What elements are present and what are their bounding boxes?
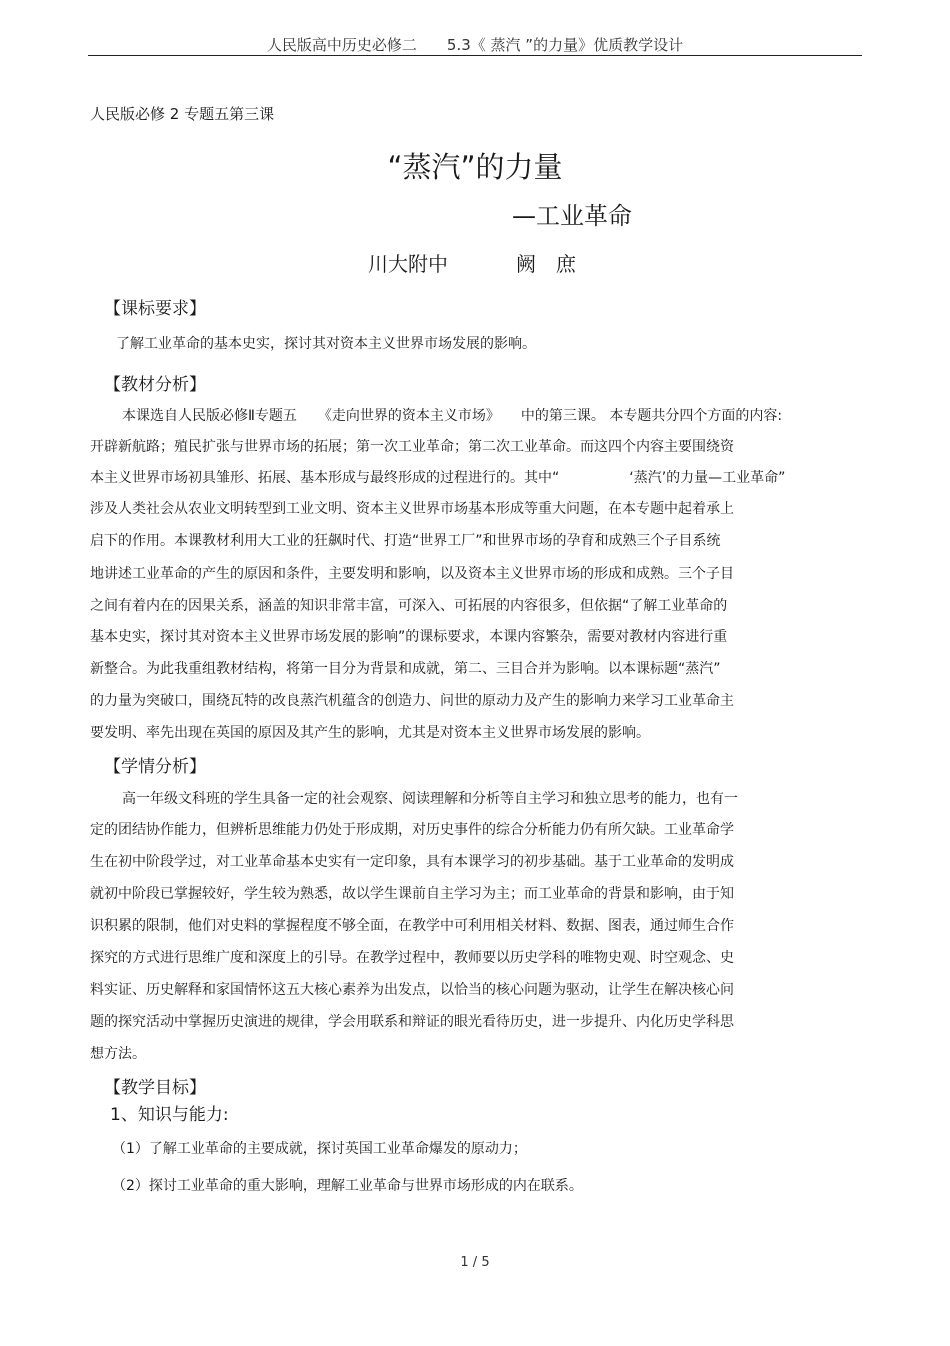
goal-item: （1）了解工业革命的主要成就，探讨英国工业革命爆发的原动力； bbox=[112, 1141, 527, 1157]
section-heading-textbook: 【教材分析】 bbox=[104, 375, 206, 395]
textbook-line: 启下的作用。本课教材利用大工业的狂飙时代、打造“世界工厂”和世界市场的孕育和成熟三个子目系统 bbox=[90, 533, 721, 549]
students-line: 探究的方式进行思维广度和深度上的引导。在教学过程中，教师要以历史学科的唯物史观、时空观念、史 bbox=[90, 950, 734, 966]
students-line: 生在初中阶段学过，对工业革命基本史实有一定印象，具有本课学习的初步基础。基于工业革命的发明成 bbox=[90, 854, 734, 870]
page-number: 1 / 5 bbox=[460, 1255, 490, 1270]
goals-subheading: 1、知识与能力: bbox=[110, 1105, 229, 1125]
section-heading-goals: 【教学目标】 bbox=[104, 1078, 206, 1098]
course-label: 人民版必修 2 专题五第三课 bbox=[90, 105, 275, 123]
students-line: 题的探究活动中掌握历史演进的规律，学会用联系和辩证的眼光看待历史，进一步提升、内化历史学科思 bbox=[90, 1014, 734, 1030]
document-subtitle: —工业革命 bbox=[512, 202, 632, 230]
textbook-line: 之间有着内在的因果关系，涵盖的知识非常丰富，可深入、可拓展的内容很多，但依据“了解工业革命的 bbox=[90, 598, 728, 614]
students-line: 高一年级文科班的学生具备一定的社会观察、阅读理解和分析等自主学习和独立思考的能力，也有一 bbox=[122, 791, 738, 807]
students-line: 就初中阶段已掌握较好，学生较为熟悉，故以学生课前自主学习为主；而工业革命的背景和影响，由于知 bbox=[90, 886, 734, 902]
students-line: 识积累的限制，他们对史料的掌握程度不够全面，在教学中可利用相关材料、数据、图表，通过师生合作 bbox=[90, 918, 734, 934]
students-line: 料实证、历史解释和家国情怀这五大核心素养为出发点，以恰当的核心问题为驱动，让学生在解决核心问 bbox=[90, 982, 734, 998]
section-heading-curriculum: 【课标要求】 bbox=[104, 299, 206, 319]
students-line: 想方法。 bbox=[90, 1046, 146, 1062]
running-header: 人民版高中历史必修二 5.3《 蒸汽 ”的力量》优质教学设计 bbox=[266, 36, 684, 54]
textbook-line: 基本史实，探讨其对资本主义世界市场发展的影响”的课标要求，本课内容繁杂，需要对教材内容进行重 bbox=[90, 629, 728, 645]
textbook-line: 新整合。为此我重组教材结构，将第一目分为背景和成就，第二、三目合并为影响。以本课标题“蒸汽” bbox=[90, 661, 721, 677]
textbook-line: 要发明、率先出现在英国的原因及其产生的影响，尤其是对资本主义世界市场发展的影响。 bbox=[90, 725, 650, 741]
textbook-line: 本课选自人民版必修Ⅱ专题五 《走向世界的资本主义市场》 中的第三课。 本专题共分四个方面的内容: bbox=[122, 408, 783, 424]
document-title: “蒸汽”的力量 bbox=[387, 150, 563, 184]
curriculum-line: 了解工业革命的基本史实，探讨其对资本主义世界市场发展的影响。 bbox=[116, 336, 536, 352]
goal-item: （2）探讨工业革命的重大影响，理解工业革命与世界市场形成的内在联系。 bbox=[112, 1178, 583, 1194]
textbook-line: 地讲述工业革命的产生的原因和条件，主要发明和影响，以及资本主义世界市场的形成和成熟。三个子目 bbox=[90, 566, 734, 582]
section-heading-students: 【学情分析】 bbox=[104, 757, 206, 777]
textbook-line: 本主义世界市场初具雏形、拓展、基本形成与最终形成的过程进行的。其中“ ‘蒸汽’的力量—工业革命” bbox=[90, 470, 786, 486]
students-line: 定的团结协作能力，但辨析思维能力仍处于形成期，对历史事件的综合分析能力仍有所欠缺。工业革命学 bbox=[90, 822, 734, 838]
textbook-line: 涉及人类社会从农业文明转型到工业文明、资本主义世界市场基本形成等重大问题，在本专题中起着承上 bbox=[90, 501, 734, 517]
textbook-line: 开辟新航路；殖民扩张与世界市场的拓展；第一次工业革命；第二次工业革命。而这四个内容主要围绕资 bbox=[90, 439, 734, 455]
header-divider bbox=[88, 55, 862, 56]
author-school: 川大附中 bbox=[368, 252, 448, 276]
author-name: 阙庶 bbox=[516, 252, 596, 276]
textbook-line: 的力量为突破口，围绕瓦特的改良蒸汽机蕴含的创造力、问世的原动力及产生的影响力来学习工业革命主 bbox=[90, 693, 734, 709]
